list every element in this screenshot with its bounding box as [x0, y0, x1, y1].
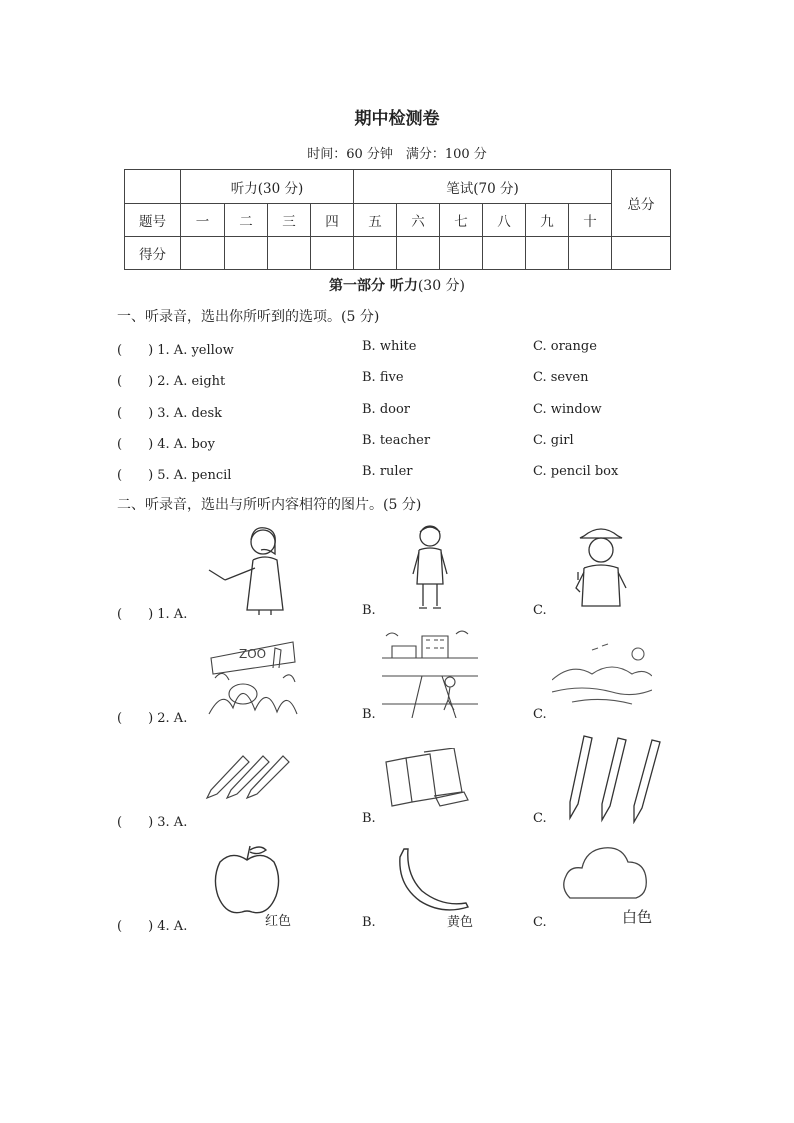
score-cell[interactable] — [225, 237, 268, 270]
s2-q3-prefix: ( ) 3. A. — [117, 815, 188, 830]
s1-q4-b[interactable]: B. teacher — [362, 433, 431, 448]
exam-meta: 时间：60 分钟 满分：100 分 — [307, 147, 487, 162]
num-cell: 九 — [526, 204, 569, 237]
score-cell[interactable] — [526, 237, 569, 270]
part1-heading — [0, 275, 794, 295]
score-cell[interactable] — [569, 237, 612, 270]
pens-image[interactable] — [560, 732, 668, 824]
score-table-corner — [125, 170, 181, 204]
num-cell: 四 — [311, 204, 354, 237]
page-title: 期中检测卷 — [354, 109, 440, 129]
s1-q5-prefix: ( ) 5. A. pencil — [117, 468, 232, 483]
listening-header: 听力(30 分) — [181, 170, 354, 204]
s2-q4-prefix: ( ) 4. A. — [117, 919, 188, 934]
num-cell: 一 — [181, 204, 225, 237]
part1-points: (30 分) — [417, 278, 466, 294]
written-header: 笔试(70 分) — [354, 170, 612, 204]
s2-q4-c[interactable]: C. — [533, 915, 547, 930]
score-cell[interactable] — [181, 237, 225, 270]
s2-q1-b[interactable]: B. — [362, 603, 376, 618]
teacher-woman-image[interactable] — [205, 520, 300, 615]
school-image[interactable] — [382, 628, 478, 718]
score-cell[interactable] — [354, 237, 397, 270]
s1-q1-c[interactable]: C. orange — [533, 339, 597, 354]
part1-title: 第一部分 听力 — [328, 278, 418, 294]
score-cell[interactable] — [311, 237, 354, 270]
boy-hat-image[interactable] — [570, 522, 632, 612]
section1-title: 一、听录音，选出你所听到的选项。(5 分) — [117, 309, 380, 325]
pencils-image[interactable] — [203, 750, 295, 802]
num-cell: 十 — [569, 204, 612, 237]
zoo-sign-lettering: ZOO — [239, 647, 267, 661]
s2-q3-b[interactable]: B. — [362, 811, 376, 826]
score-cell[interactable] — [440, 237, 483, 270]
s1-q5-b[interactable]: B. ruler — [362, 464, 413, 479]
num-cell: 七 — [440, 204, 483, 237]
row-label: 题号 — [125, 204, 181, 237]
s2-q4-b[interactable]: B. — [362, 915, 376, 930]
cloud-image[interactable] — [560, 842, 650, 906]
s1-q3-c[interactable]: C. window — [533, 402, 602, 417]
score-label: 得分 — [125, 237, 181, 270]
num-cell: 五 — [354, 204, 397, 237]
label-yellow: 黄色 — [447, 915, 474, 930]
label-red: 红色 — [265, 914, 292, 929]
score-cell[interactable] — [483, 237, 526, 270]
s1-q1-prefix: ( ) 1. A. yellow — [117, 343, 234, 358]
score-cell[interactable] — [397, 237, 440, 270]
score-cell[interactable] — [268, 237, 311, 270]
s1-q2-prefix: ( ) 2. A. eight — [117, 374, 226, 389]
s1-q1-b[interactable]: B. white — [362, 339, 417, 354]
s1-q4-prefix: ( ) 4. A. boy — [117, 437, 215, 452]
s2-q2-b[interactable]: B. — [362, 707, 376, 722]
s1-q5-c[interactable]: C. pencil box — [533, 464, 619, 479]
books-image[interactable] — [382, 748, 474, 810]
s2-q2-c[interactable]: C. — [533, 707, 547, 722]
label-white: 白色 — [622, 908, 653, 926]
num-cell: 三 — [268, 204, 311, 237]
score-cell-total[interactable] — [612, 237, 671, 270]
s1-q2-c[interactable]: C. seven — [533, 370, 589, 385]
num-cell: 八 — [483, 204, 526, 237]
banana-image[interactable] — [392, 845, 470, 911]
total-header: 总分 — [612, 170, 671, 237]
s2-q1-c[interactable]: C. — [533, 603, 547, 618]
num-cell: 二 — [225, 204, 268, 237]
park-scenery-image[interactable] — [552, 640, 652, 710]
section2-title: 二、听录音，选出与所听内容相符的图片。(5 分) — [117, 497, 422, 513]
s1-q3-prefix: ( ) 3. A. desk — [117, 406, 223, 421]
score-table — [124, 169, 671, 270]
s1-q4-c[interactable]: C. girl — [533, 433, 574, 448]
s1-q3-b[interactable]: B. door — [362, 402, 411, 417]
s2-q1-prefix: ( ) 1. A. — [117, 607, 188, 622]
s2-q2-prefix: ( ) 2. A. — [117, 711, 188, 726]
zoo-image[interactable] — [203, 628, 301, 718]
s2-q3-c[interactable]: C. — [533, 811, 547, 826]
doctor-man-image[interactable] — [405, 522, 455, 612]
s1-q2-b[interactable]: B. five — [362, 370, 404, 385]
num-cell: 六 — [397, 204, 440, 237]
apple-image[interactable] — [212, 842, 282, 918]
